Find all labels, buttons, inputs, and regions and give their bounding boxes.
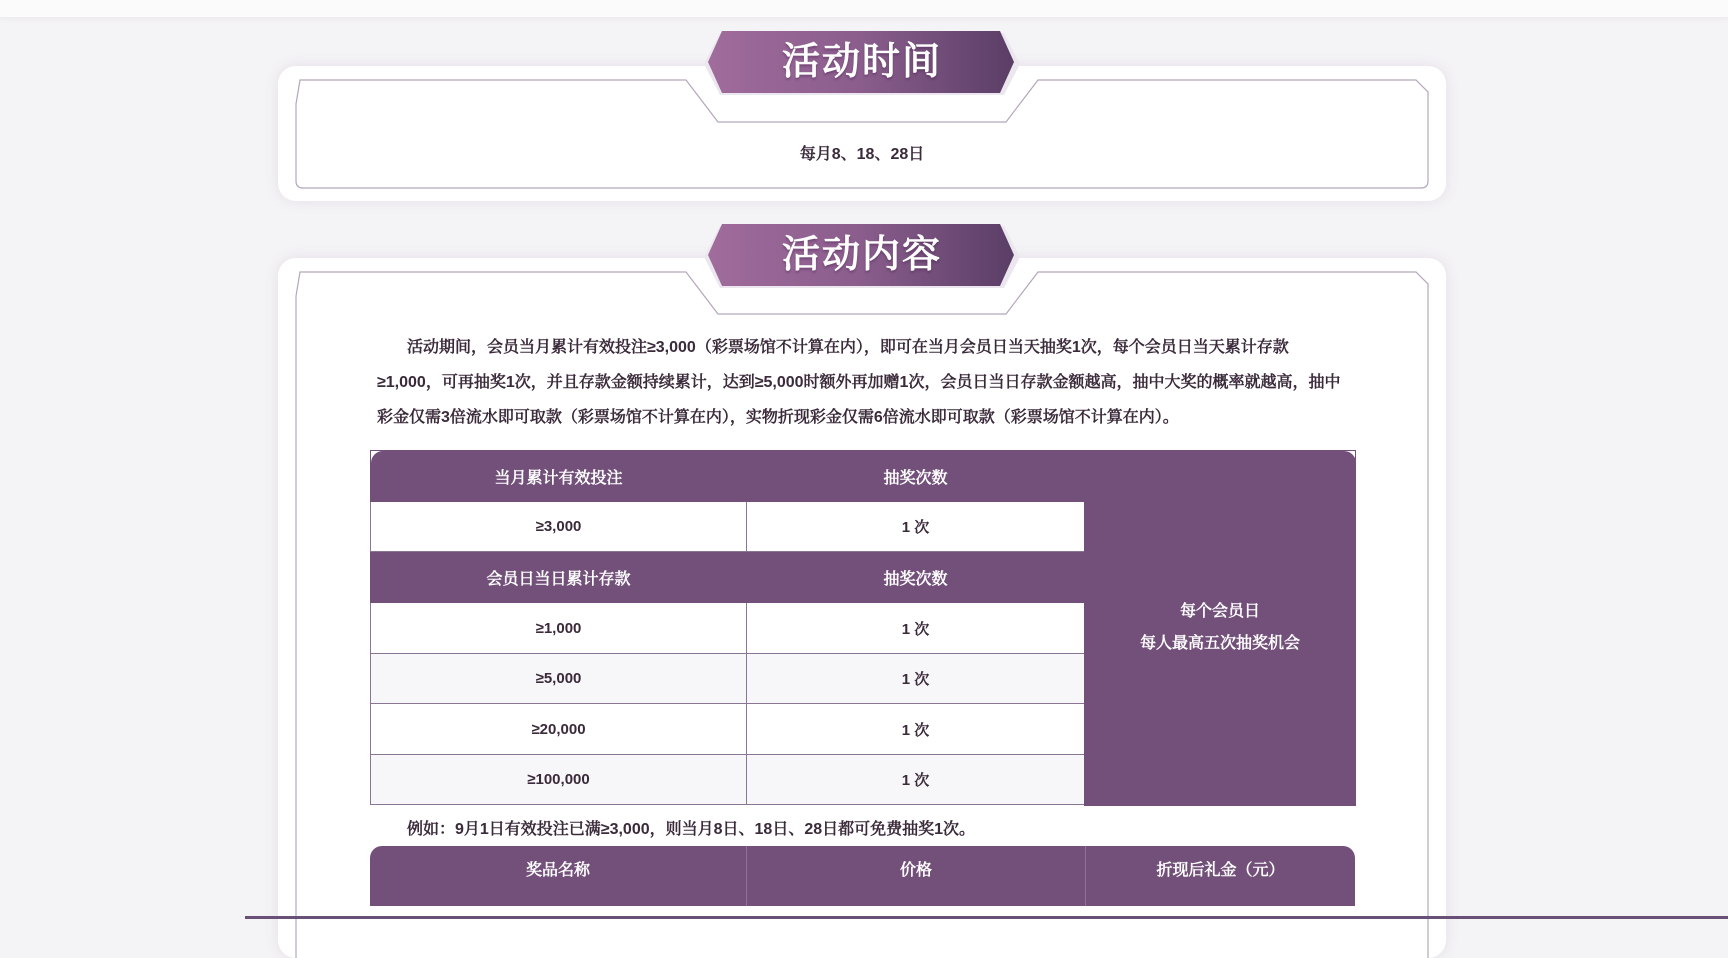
activity-description: 活动期间，会员当月累计有效投注≥3,000（彩票场馆不计算在内），即可在当月会员日当天抽奖1次，每个会员日当天累计存款≥1,000，可再抽奖1次，并且存款金额持续累计，达到≥5,000时额外再加赠1次，会员日当日存款金额越高，抽中大奖的概率就越高，抽中彩金仅需3倍流水即可取款（彩票场馆不计算在内），实物折现彩金仅需6倍流水即可取款（彩票场馆不计算在内）。 [377,339,1341,426]
count-cell: 1 次 [747,502,1085,552]
activity-time-banner [700,29,1024,99]
count-cell: 1 次 [747,603,1085,654]
header-draw-count: 抽奖次数 [747,451,1085,502]
rules-header-row-1 [371,451,1356,502]
header-price: 价格 [899,862,932,879]
count-cell: 1 次 [747,704,1085,755]
header-prize-name: 奖品名称 [525,862,590,879]
activity-content-banner [700,222,1024,292]
prize-table-header [370,846,1355,906]
threshold-cell: ≥3,000 [371,502,747,552]
side-note-line-1: 每个会员日 [1179,603,1260,620]
header-cash-value: 折现后礼金（元） [1156,862,1285,879]
activity-content-card [278,258,1446,958]
threshold-cell: ≥100,000 [371,755,747,805]
count-cell: 1 次 [747,654,1085,704]
example-text: 例如：9月1日有效投注已满≥3,000，则当月8日、18日、28日都可免费抽奖1次。 [407,821,976,838]
side-note [1085,451,1356,806]
top-strip [0,0,1728,17]
count-cell: 1 次 [747,755,1085,805]
threshold-cell: ≥20,000 [371,704,747,755]
header-monthly-bet: 当月累计有效投注 [371,451,747,502]
activity-time-title: 活动时间 [781,41,942,83]
activity-time-text: 每月8、18、28日 [799,146,925,163]
threshold-cell: ≥5,000 [371,654,747,704]
rules-table [370,450,1356,806]
header-draw-count-2: 抽奖次数 [747,552,1085,603]
header-deposit: 会员日当日累计存款 [371,552,747,603]
side-note-line-2: 每人最高五次抽奖机会 [1139,635,1300,652]
threshold-cell: ≥1,000 [371,603,747,654]
activity-content-title: 活动内容 [781,234,942,276]
